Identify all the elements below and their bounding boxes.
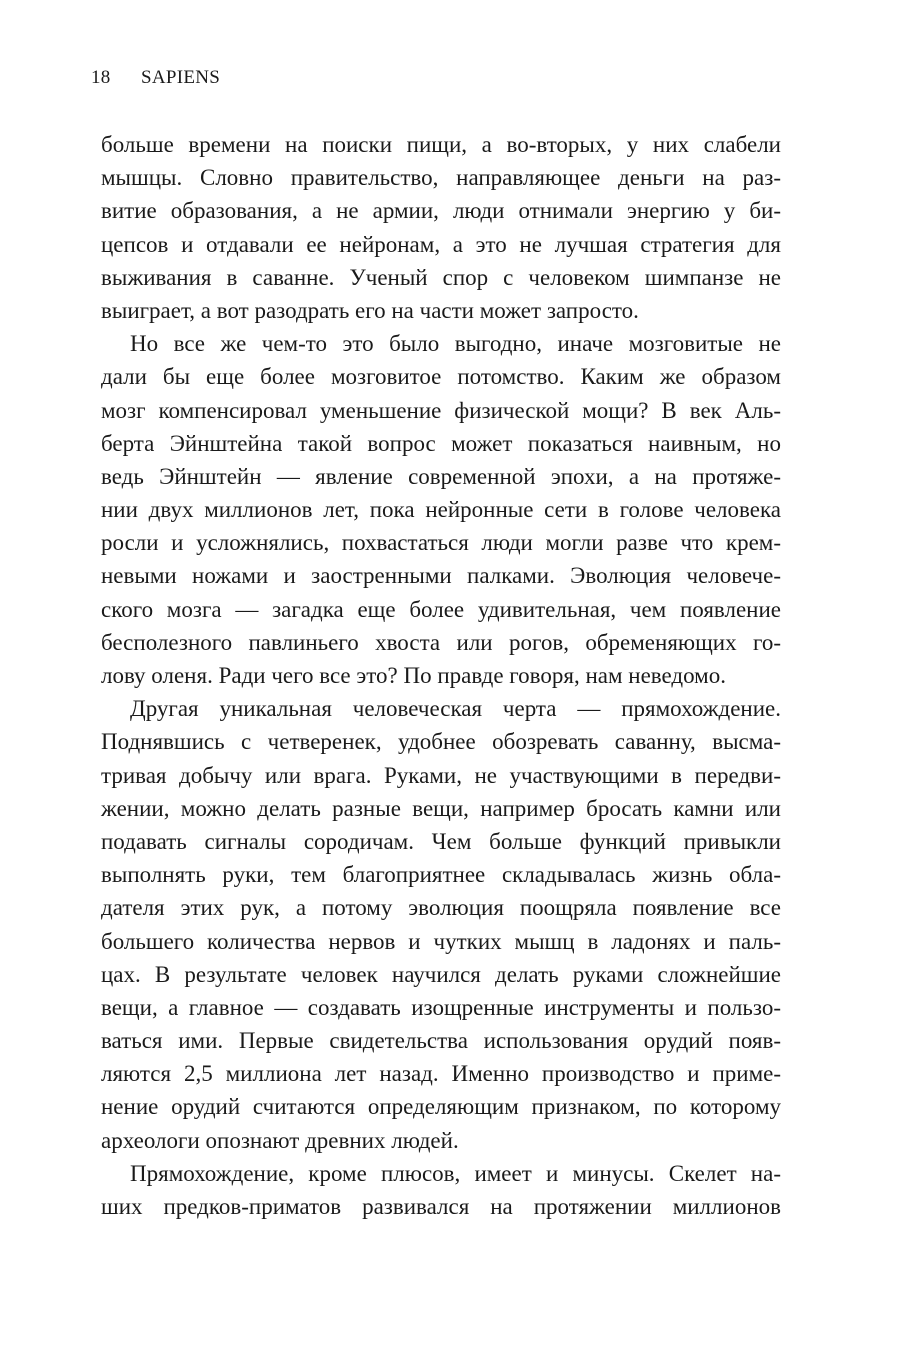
text-line: ваться ими. Первые свидетельства использования орудий появ- [101, 1028, 781, 1054]
text-line: росли и усложнялись, похвастаться люди могли разве что крем- [101, 530, 781, 556]
text-line: бесполезного павлиньего хвоста или рогов, обременяющих го- [101, 629, 781, 655]
body-text [101, 128, 781, 1223]
text-line: выиграет, а вот разодрать его на части может запросто. [101, 297, 639, 323]
text-line: цах. В результате человек научился делать руками сложнейшие [101, 961, 781, 987]
text-line: витие образования, а не армии, люди отнимали энергию у би- [101, 198, 781, 224]
text-line: ского мозга — загадка еще более удивительная, чем появление [101, 596, 781, 622]
text-line: большего количества нервов и чутких мышц в ладонях и паль- [101, 928, 781, 954]
text-line: ших предков-приматов развивался на протяжении миллионов [101, 1194, 781, 1219]
text-line: выполнять руки, тем благоприятнее складывалась жизнь обла- [101, 862, 781, 888]
text-line: невыми ножами и заостренными палками. Эволюция человече- [101, 563, 781, 589]
text-line: дателя этих рук, а потому эволюция поощряла появление все [101, 895, 781, 921]
text-line: цепсов и отдавали ее нейронам, а это не лучшая стратегия для [101, 231, 781, 257]
text-line: Другая уникальная человеческая черта — прямохождение. [130, 696, 781, 722]
text-line: мозг компенсировал уменьшение физической мощи? В век Аль- [101, 397, 781, 423]
text-line: нение орудий считаются определяющим признаком, по которому [101, 1094, 781, 1120]
text-line: ведь Эйнштейн — явление современной эпохи, а на протяже- [101, 463, 781, 489]
text-line: археологи опознают древних людей. [101, 1127, 459, 1153]
text-line: нии двух миллионов лет, пока нейронные сети в голове человека [101, 497, 781, 523]
text-line: больше времени на поиски пищи, а во-вторых, у них слабели [101, 132, 781, 157]
text-line: лову оленя. Ради чего все это? По правде говоря, нам неведомо. [101, 663, 726, 688]
running-head [91, 66, 220, 90]
text-line: ляются 2,5 миллиона лет назад. Именно производство и приме- [101, 1061, 781, 1087]
text-line: выживания в саванне. Ученый спор с человеком шимпанзе не [101, 264, 781, 290]
text-line: Прямохождение, кроме плюсов, имеет и минусы. Скелет на- [130, 1160, 781, 1186]
text-line: Но все же чем-то это было выгодно, иначе мозговитые не [130, 331, 781, 357]
text-line: тривая добычу или врага. Руками, не участвующими в передви- [101, 762, 781, 788]
page-number: 18 [91, 67, 111, 88]
text-line: жении, можно делать разные вещи, например бросать камни или [101, 795, 781, 821]
text-line: мышцы. Словно правительство, направляющее деньги на раз- [101, 165, 781, 191]
text-line: дали бы еще более мозговитое потомство. Каким же образом [101, 364, 781, 390]
book-title: SAPIENS [141, 67, 221, 88]
text-line: берта Эйнштейна такой вопрос может показаться наивным, но [101, 430, 781, 456]
text-line: Поднявшись с четверенек, удобнее обозревать саванну, высма- [101, 729, 781, 755]
text-line: вещи, а главное — создавать изощренные инструменты и пользо- [101, 994, 781, 1020]
text-line: подавать сигналы сородичам. Чем больше функций привыкли [101, 828, 781, 854]
